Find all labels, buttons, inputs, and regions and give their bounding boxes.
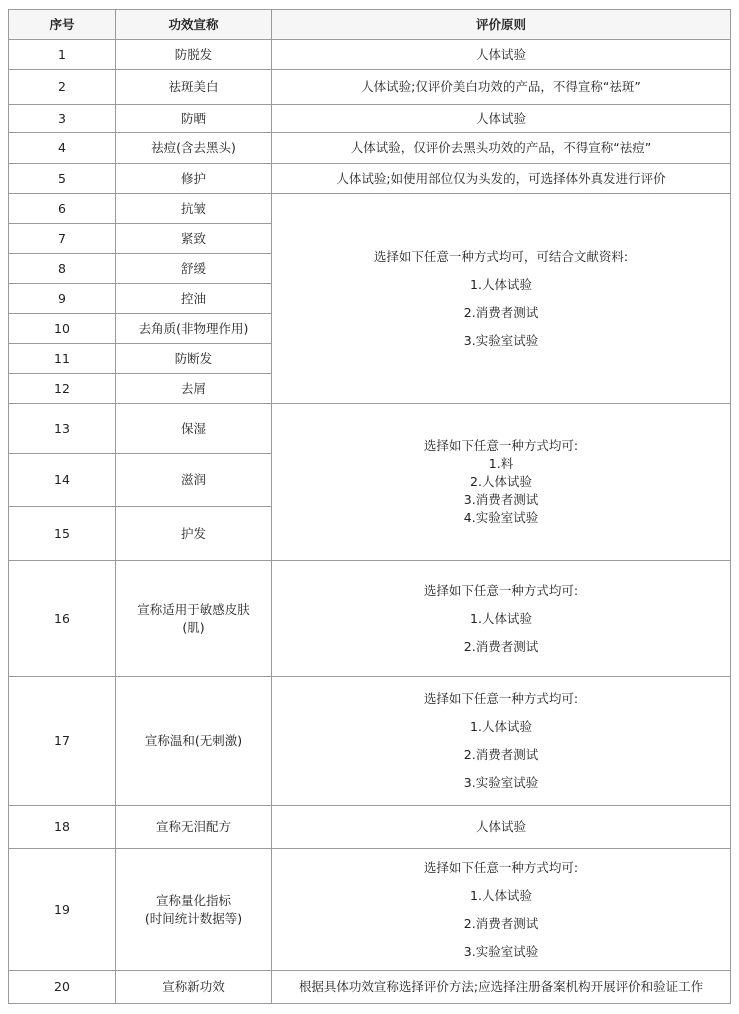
table-row — [9, 194, 731, 224]
row-no: 15 — [9, 507, 116, 561]
group-option: 1.人体试验 — [470, 276, 532, 292]
efficacy-claims-table-container — [8, 9, 730, 1004]
group-principle-17 — [272, 677, 731, 806]
row-claim: 修护 — [116, 164, 272, 194]
row-principle: 人体试验 — [272, 806, 731, 849]
row-no: 7 — [9, 224, 116, 254]
header-claim: 功效宣称 — [116, 10, 272, 40]
row-no: 2 — [9, 70, 116, 105]
table-row — [9, 133, 731, 164]
row-claim: 祛斑美白 — [116, 70, 272, 105]
row-claim: 滋润 — [116, 454, 272, 507]
group-option: 2.消费者测试 — [463, 304, 539, 320]
group-principle-13-15 — [272, 404, 731, 561]
row-claim-line: 宣称适用于敏感皮肤 — [137, 601, 250, 617]
row-no: 8 — [9, 254, 116, 284]
group-option: 3.实验室试验 — [463, 775, 539, 790]
row-claim: 宣称无泪配方 — [116, 806, 272, 849]
row-no: 11 — [9, 344, 116, 374]
row-claim: 防断发 — [116, 344, 272, 374]
row-claim: 防晒 — [116, 105, 272, 133]
row-claim-line: (时间统计数据等) — [144, 910, 243, 926]
group-option: 1.料 — [488, 456, 514, 471]
table-row — [9, 677, 731, 806]
row-claim: 舒缓 — [116, 254, 272, 284]
row-claim: 宣称温和(无刺激) — [116, 677, 272, 806]
table-row — [9, 561, 731, 677]
row-no: 14 — [9, 454, 116, 507]
group-intro: 选择如下任意一种方式均可: — [423, 691, 579, 706]
table-row — [9, 40, 731, 70]
row-claim — [116, 561, 272, 677]
row-no: 1 — [9, 40, 116, 70]
group-option: 1.人体试验 — [470, 887, 532, 903]
row-no: 6 — [9, 194, 116, 224]
group-principle-16 — [272, 561, 731, 677]
row-claim: 去屑 — [116, 374, 272, 404]
row-principle: 人体试验 — [272, 105, 731, 133]
table-row — [9, 849, 731, 971]
header-no: 序号 — [9, 10, 116, 40]
table-row — [9, 404, 731, 454]
row-claim: 抗皱 — [116, 194, 272, 224]
group-option: 2.人体试验 — [470, 474, 532, 489]
group-intro: 选择如下任意一种方式均可: — [423, 438, 579, 453]
group-option: 1.人体试验 — [470, 719, 532, 734]
row-no: 20 — [9, 971, 116, 1004]
row-claim: 紧致 — [116, 224, 272, 254]
group-option: 2.消费者测试 — [463, 638, 539, 654]
group-option: 1.人体试验 — [470, 610, 532, 626]
row-principle: 人体试验 — [272, 40, 731, 70]
row-principle: 根据具体功效宣称选择评价方法;应选择注册备案机构开展评价和验证工作 — [272, 971, 731, 1004]
group-option: 3.实验室试验 — [463, 332, 539, 348]
row-claim: 控油 — [116, 284, 272, 314]
table-row — [9, 806, 731, 849]
row-no: 13 — [9, 404, 116, 454]
group-option: 3.消费者测试 — [463, 492, 539, 507]
row-no: 19 — [9, 849, 116, 971]
table-row — [9, 105, 731, 133]
row-claim: 护发 — [116, 507, 272, 561]
group-option: 3.实验室试验 — [463, 943, 539, 959]
row-no: 10 — [9, 314, 116, 344]
table-row — [9, 70, 731, 105]
header-principle: 评价原则 — [272, 10, 731, 40]
group-principle-19 — [272, 849, 731, 971]
group-option: 2.消费者测试 — [463, 915, 539, 931]
group-principle-6-12 — [272, 194, 731, 404]
table-row — [9, 164, 731, 194]
row-principle: 人体试验;仅评价美白功效的产品，不得宣称“祛斑” — [272, 70, 731, 105]
group-option: 4.实验室试验 — [463, 510, 539, 525]
row-claim — [116, 849, 272, 971]
row-claim: 祛痘(含去黑头) — [116, 133, 272, 164]
row-no: 3 — [9, 105, 116, 133]
group-intro: 选择如下任意一种方式均可，可结合文献资料: — [373, 248, 629, 264]
row-no: 5 — [9, 164, 116, 194]
group-intro: 选择如下任意一种方式均可: — [423, 582, 579, 598]
efficacy-claims-table — [8, 9, 731, 1004]
group-intro: 选择如下任意一种方式均可: — [423, 859, 579, 875]
row-no: 17 — [9, 677, 116, 806]
row-no: 16 — [9, 561, 116, 677]
row-principle: 人体试验，仅评价去黑头功效的产品，不得宣称“祛痘” — [272, 133, 731, 164]
row-principle: 人体试验;如使用部位仅为头发的，可选择体外真发进行评价 — [272, 164, 731, 194]
table-row — [9, 971, 731, 1004]
row-no: 12 — [9, 374, 116, 404]
row-claim: 防脱发 — [116, 40, 272, 70]
header-row — [9, 10, 731, 40]
row-claim: 去角质(非物理作用) — [116, 314, 272, 344]
group-option: 2.消费者测试 — [463, 747, 539, 762]
row-no: 18 — [9, 806, 116, 849]
row-claim: 宣称新功效 — [116, 971, 272, 1004]
row-claim-line: (肌) — [182, 619, 205, 635]
row-no: 4 — [9, 133, 116, 164]
row-claim: 保湿 — [116, 404, 272, 454]
row-claim-line: 宣称量化指标 — [155, 892, 231, 908]
row-no: 9 — [9, 284, 116, 314]
